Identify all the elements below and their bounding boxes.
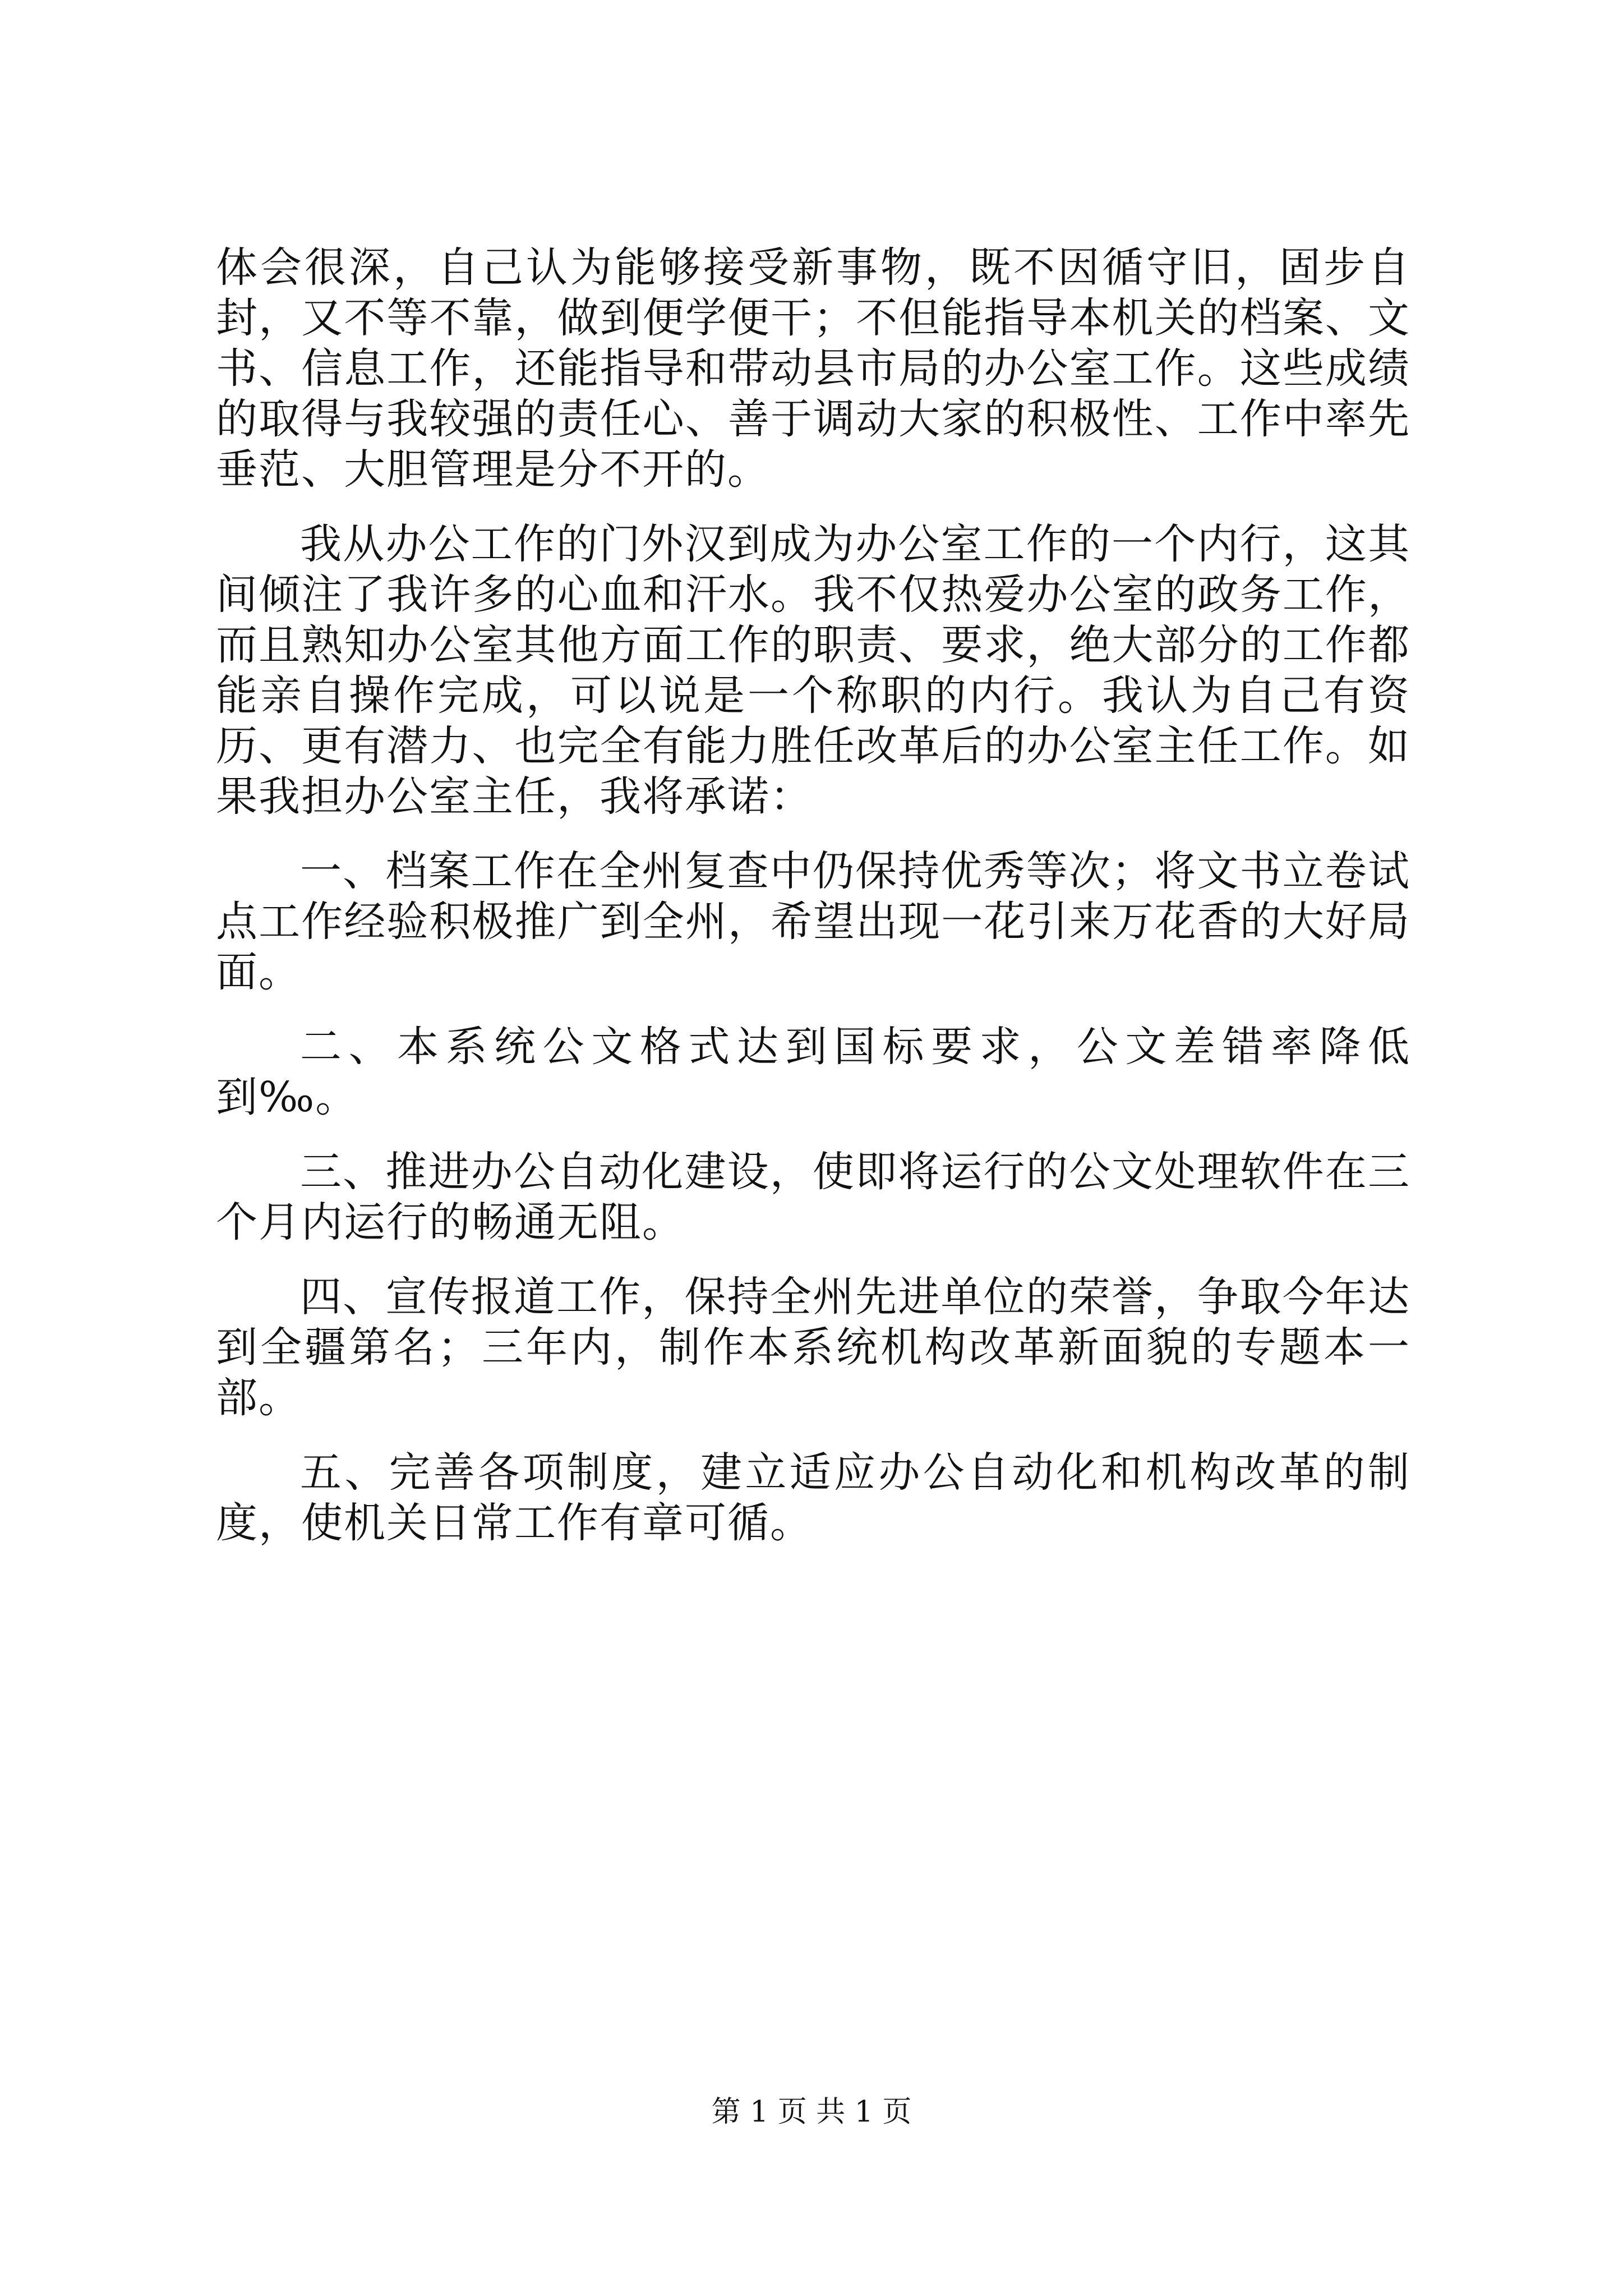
page-footer: 第 1 页 共 1 页	[711, 2095, 912, 2129]
pledge-item-3: 三、推进办公自动化建设，使即将运行的公文处理软件在三个月内运行的畅通无阻。	[216, 1148, 1410, 1246]
pledge-item-2: 二、本系统公文格式达到国标要求，公文差错率降低到‰。	[216, 1023, 1410, 1121]
pledge-item-4: 四、宣传报道工作，保持全州先进单位的荣誉，争取今年达到全疆第名；三年内，制作本系统机构改革新面貌的专题本一部。	[216, 1273, 1410, 1422]
document-body	[216, 242, 1410, 1572]
pledge-item-5: 五、完善各项制度，建立适应办公自动化和机构改革的制度，使机关日常工作有章可循。	[216, 1448, 1410, 1547]
pledge-item-1: 一、档案工作在全州复查中仍保持优秀等次；将文书立卷试点工作经验积极推广到全州，希望出现一花引来万花香的大好局面。	[216, 847, 1410, 996]
paragraph-qualification: 我从办公工作的门外汉到成为办公室工作的一个内行，这其间倾注了我许多的心血和汗水。我不仅热爱办公室的政务工作，而且熟知办公室其他方面工作的职责、要求，绝大部分的工作都能亲自操作完成，可以说是一个称职的内行。我认为自己有资历、更有潜力、也完全有能力胜任改革后的办公室主任工作。如果我担办公室主任，我将承诺：	[216, 520, 1410, 821]
paragraph-continuation: 体会很深，自己认为能够接受新事物，既不因循守旧，固步自封，又不等不靠，做到便学便干；不但能指导本机关的档案、文书、信息工作，还能指导和带动县市局的办公室工作。这些成绩的取得与我较强的责任心、善于调动大家的积极性、工作中率先垂范、大胆管理是分不开的。	[216, 243, 1410, 494]
